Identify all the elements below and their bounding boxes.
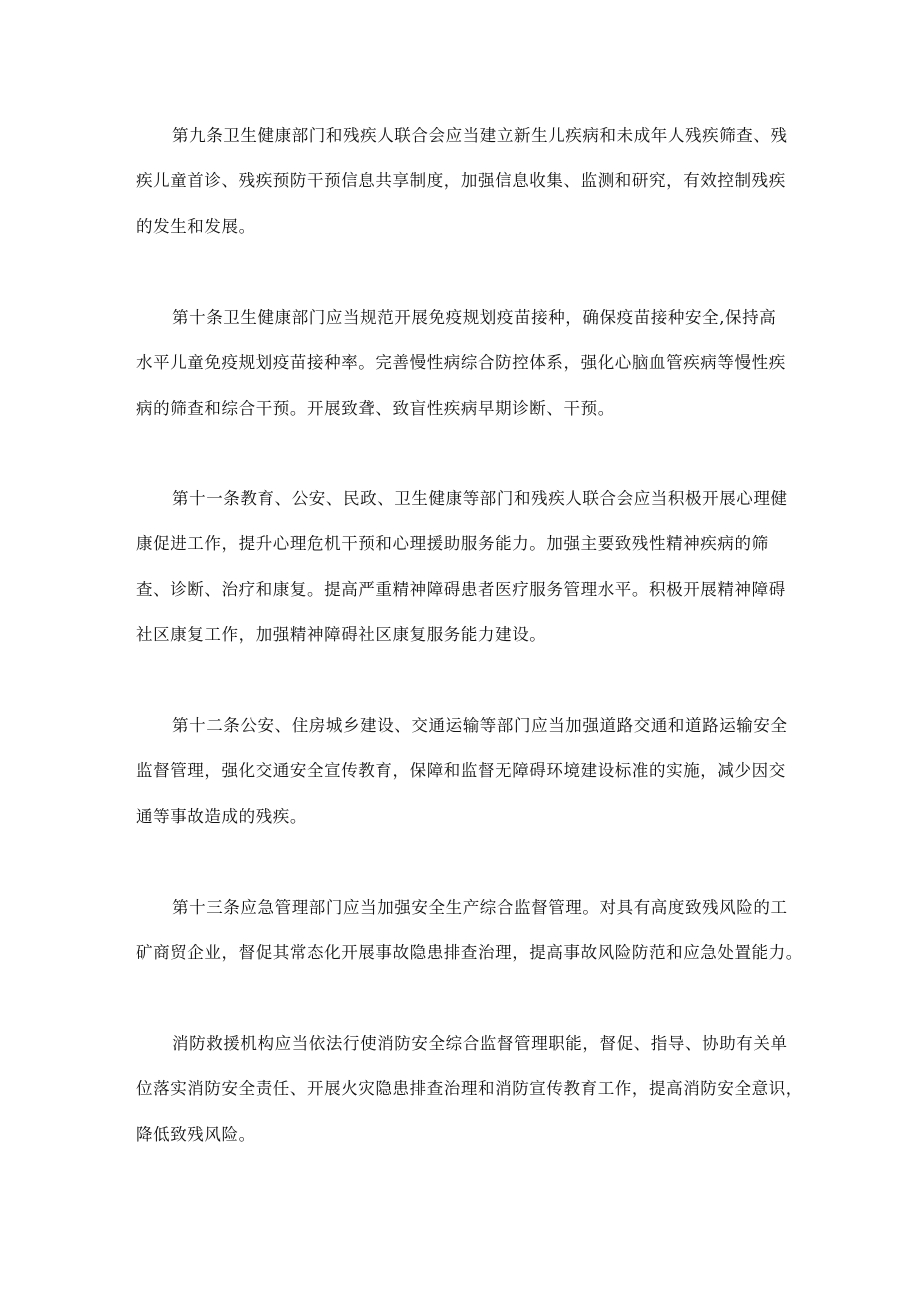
paragraph-line: 查、诊断、治疗和康复。提高严重精神障碍患者医疗服务管理水平。积极开展精神障碍: [136, 580, 786, 599]
paragraph-line: 社区康复工作，加强精神障碍社区康复服务能力建设。: [136, 625, 547, 644]
paragraph-line: 矿商贸企业，督促其常态化开展事故隐患排查治理，提高事故风险防范和应急处置能力。: [136, 943, 803, 962]
paragraph-line: 康促进工作，提升心理危机干预和心理援助服务能力。加强主要致残性精神疾病的筛: [136, 534, 769, 553]
paragraph-line: 第九条卫生健康部门和残疾人联合会应当建立新生儿疾病和未成年人残疾筛查、残: [172, 126, 788, 145]
paragraph-line: 水平儿童免疫规划疫苗接种率。完善慢性病综合防控体系，强化心脑血管疾病等慢性疾: [136, 353, 786, 372]
paragraph-article-12: [136, 712, 800, 832]
paragraph-line: 监督管理，强化交通安全宣传教育，保障和监督无障碍环境建设标准的实施，减少因交: [136, 761, 786, 780]
paragraph-article-9: [136, 122, 800, 242]
paragraph-line: 第十二条公安、住房城乡建设、交通运输等部门应当加强道路交通和道路运输安全: [172, 716, 788, 735]
paragraph-line: 病的筛查和综合干预。开展致聋、致盲性疾病早期诊断、干预。: [136, 399, 615, 418]
paragraph-article-10: [136, 304, 800, 424]
paragraph-article-13: [136, 894, 803, 969]
paragraph-line: 第十一条教育、公安、民政、卫生健康等部门和残疾人联合会应当积极开展心理健: [172, 489, 788, 508]
paragraph-line: 位落实消防安全责任、开展火灾隐患排查治理和消防宣传教育工作，提高消防安全意识，: [136, 1079, 803, 1098]
paragraph-line: 通等事故造成的残疾。: [136, 807, 307, 826]
paragraph-line: 疾儿童首诊、残疾预防干预信息共享制度，加强信息收集、监测和研究，有效控制残疾: [136, 171, 786, 190]
paragraph-line: 降低致残风险。: [136, 1125, 256, 1144]
paragraph-line: 的发生和发展。: [136, 217, 256, 236]
paragraph-fire-rescue: [136, 1030, 803, 1150]
paragraph-line: 第十条卫生健康部门应当规范开展免疫规划疫苗接种，确保疫苗接种安全,保持高: [172, 308, 777, 327]
paragraph-line: 第十三条应急管理部门应当加强安全生产综合监督管理。对具有高度致残风险的工: [172, 898, 788, 917]
paragraph-line: 消防救援机构应当依法行使消防安全综合监督管理职能，督促、指导、协助有关单: [172, 1034, 788, 1053]
paragraph-article-11: [136, 485, 800, 650]
